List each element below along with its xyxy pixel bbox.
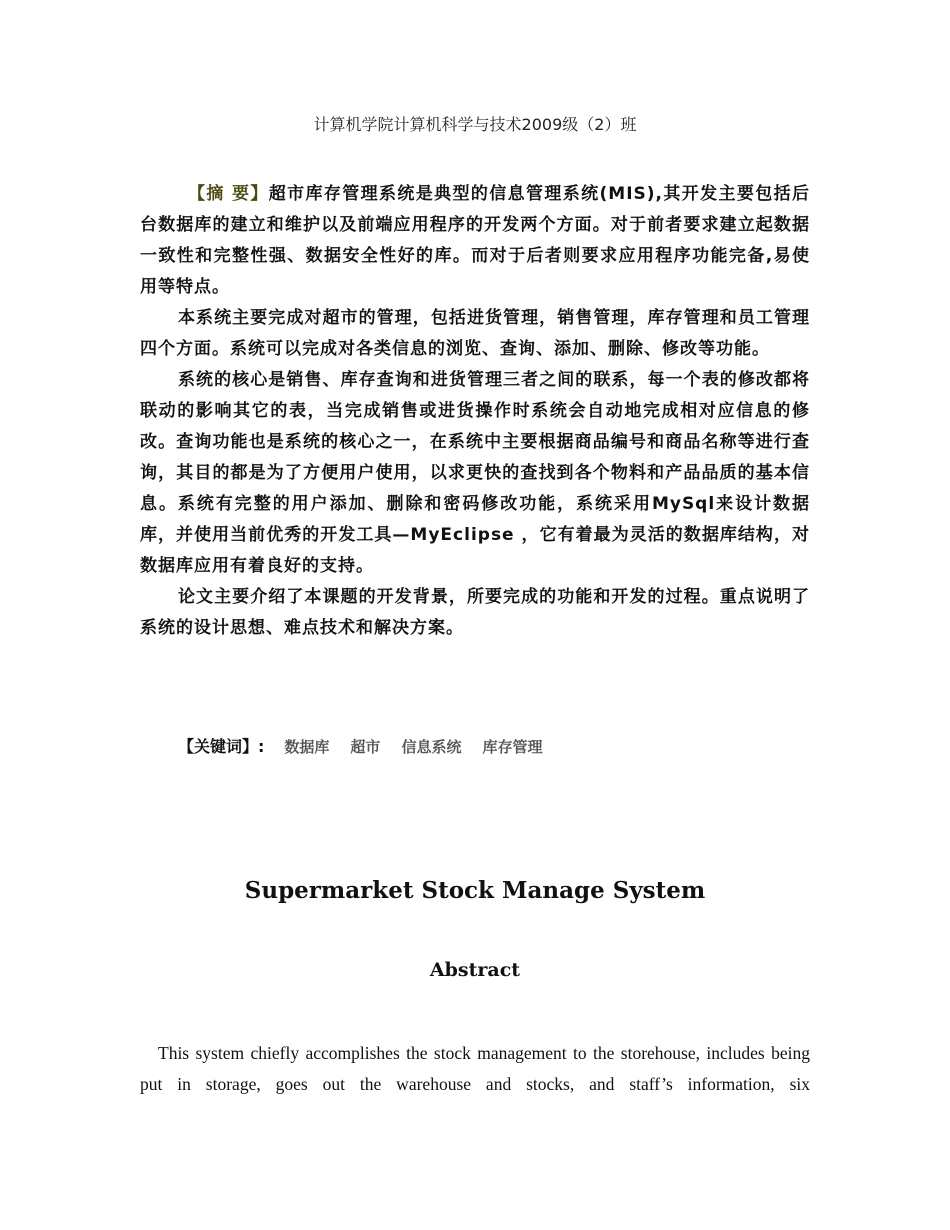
keyword-item: 超市 [350,738,381,756]
abstract-paragraph-3: 系统的核心是销售、库存查询和进货管理三者之间的联系，每一个表的修改都将联动的影响其它的表，当完成销售或进货操作时系统会自动地完成相对应信息的修改。查询功能也是系统的核心之一，在系统中主要根据商品编号和商品名称等进行查询，其目的都是为了方便用户使用，以求更快的查找到各个物料和产品品质的基本信息。系统有完整的用户添加、删除和密码修改功能，系统采用MySql来设计数据库，并使用当前优秀的开发工具—MyEclipse ，它有着最为灵活的数据库结构，对数据库应用有着良好的支持。 [140,370,810,576]
english-title: Supermarket Stock Manage System [244,877,706,904]
abstract-paragraph-text: 超市库存管理系统是典型的信息管理系统(MIS),其开发主要包括后台数据库的建立和维护以及前端应用程序的开发两个方面。对于前者要求建立起数据一致性和完整性强、数据安全性好的库。而对于后者则要求应用程序功能完备,易使用等特点。 [140,184,811,297]
keywords-line [178,734,542,757]
chinese-abstract [140,179,810,644]
keyword-item: 数据库 [284,738,330,756]
abstract-heading: Abstract [429,959,521,981]
abstract-paragraph-1 [140,179,810,303]
keyword-item: 库存管理 [482,738,543,756]
class-header: 计算机学院计算机科学与技术2009级（2）班 [313,115,637,134]
abstract-label: 【摘 要】 [188,184,269,204]
abstract-paragraph-2: 本系统主要完成对超市的管理，包括进货管理，销售管理，库存管理和员工管理四个方面。系统可以完成对各类信息的浏览、查询、添加、删除、修改等功能。 [140,308,810,359]
keywords-label: 【关键词】: [178,737,265,756]
english-abstract: This system chiefly accomplishes the stock management to the storehouse, includes being put in storage, goes out the warehouse and stocks, and staff’s information, six [140,1043,810,1094]
abstract-paragraph-4: 论文主要介绍了本课题的开发背景，所要完成的功能和开发的过程。重点说明了系统的设计思想、难点技术和解决方案。 [140,587,810,638]
keyword-item: 信息系统 [401,738,462,756]
